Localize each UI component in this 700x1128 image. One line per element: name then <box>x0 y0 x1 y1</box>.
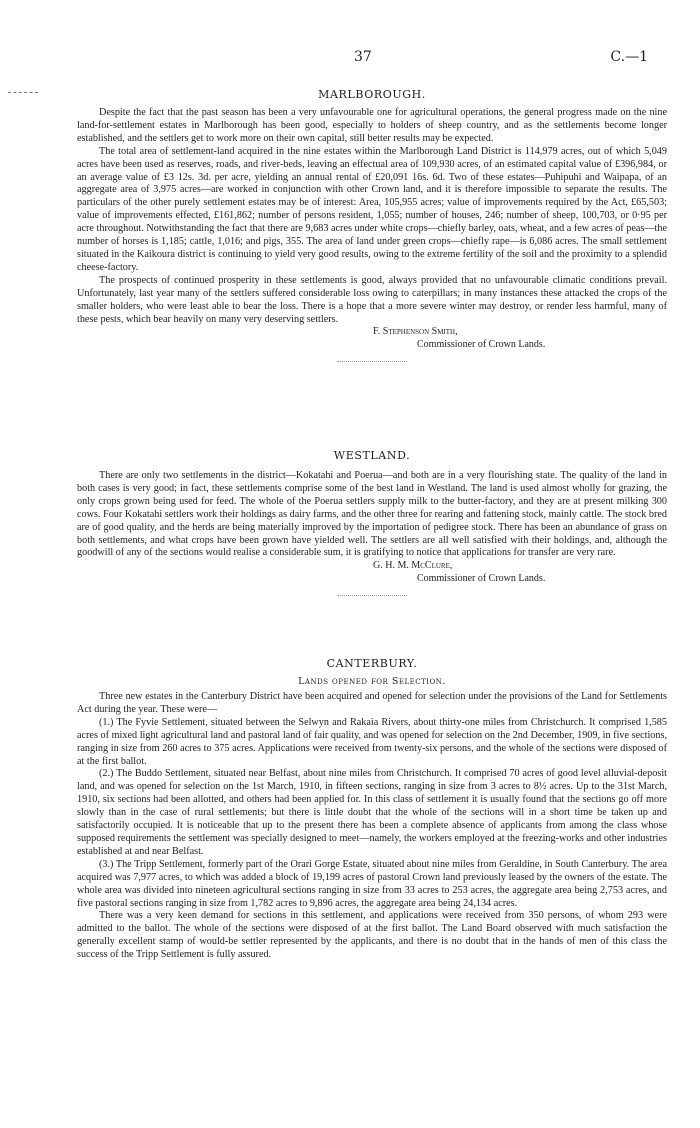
section-title: WESTLAND. <box>333 449 411 462</box>
paragraph: (1.) The Fyvie Settlement, situated between the Selwyn and Rakaia Rivers, about thirty-one miles from Christchurch. It comprised 1,585 acres of mixed light agricultural land and pastoral land of fair quality, and was opened for selection on the 2nd December, 1909, in five sections, ranging in size from 260 acres to 375 acres. Applications were received from twenty-six persons, and the whole of the sections were disposed of at the first ballot. <box>77 716 667 767</box>
signatory-name: G. H. M. McClure, <box>373 560 453 572</box>
subtitle-text: Lands opened for Selection. <box>298 676 446 687</box>
section-westland <box>77 449 667 596</box>
page-header <box>0 49 700 71</box>
margin-mark <box>8 92 38 93</box>
paragraph: There was a very keen demand for sections in this settlement, and applications were received from 350 persons, of whom 293 were admitted to the ballot. The whole of the sections were disposed of at the first ballot. The Land Board observed with much satisfaction the generally excellent stamp of would-be settler represented by the applicants, and there is no doubt that in the hands of men of this class the success of the Tripp Settlement is fully assured. <box>77 910 667 961</box>
signature-block <box>373 326 667 351</box>
signatory-name: F. Stephenson Smith, <box>373 326 458 338</box>
signatory-role: Commissioner of Crown Lands. <box>417 338 546 350</box>
document-reference: C.—1 <box>610 49 648 65</box>
section-marlborough <box>77 88 667 362</box>
paragraph: The prospects of continued prosperity in these settlements is good, always provided that no unfavourable climatic conditions prevail. Unfortunately, last year many of the settlers suffered considerable loss owing to caterpillars; in many instances these attacked the crops of the smaller holders, who were least able to bear the loss. There is a hope that a more severe winter may destroy, or render less harmful, many of these pests, which bear heavily on many very deserving settlers. <box>77 274 667 325</box>
section-title: MARLBOROUGH. <box>318 88 426 101</box>
section-title: CANTERBURY. <box>326 657 418 670</box>
section-canterbury <box>77 657 667 962</box>
paragraph: (3.) The Tripp Settlement, formerly part of the Orari Gorge Estate, situated about nine miles from Geraldine, in South Canterbury. The area acquired was 7,977 acres, to which was added a block of 19,199 acres of pastoral Crown land previously leased by the owners of the estate. The whole area was divided into nineteen agricultural sections ranging in size from 33 acres to 253 acres, the aggregate area being 2,753 acres, and five pastoral sections ranging in size from 1,782 acres to 9,896 acres, the aggregate area being 24,134 acres. <box>77 858 667 909</box>
section-subtitle <box>77 676 667 687</box>
section-divider <box>337 595 407 596</box>
paragraph: Despite the fact that the past season has been a very unfavourable one for agricultural operations, the general progress made on the nine land-for-settlement estates in Marlborough has been good, especially to holders of sheep country, and as the settlements become longer established, and the settlers get to work more on their own capital, still better results may be expected. <box>77 107 667 144</box>
paragraph: The total area of settlement-land acquired in the nine estates within the Marlborough Land District is 114,979 acres, out of which 5,049 acres have been used as reserves, roads, and river-beds, leaving an effectual area of 109,930 acres, of an estimated capital value of £396,984, or an average value of £3 12s. 3d. per acre, yielding an annual rental of £20,091 16s. 6d. Two of these estates—Puhipuhi and Waipapa, of an aggregate area of 3,975 acres—are worked in conjunction with other Crown land, and it is therefore impossible to separate the results. The particulars of the other purely settlement estates may be of interest: Area, 105,955 acres; value of improvements required by the Act, £65,503; value of improvements effected, £161,862; number of persons resident, 1,055; number of houses, 246; number of sheep, 100,703, or 0·95 per acre throughout. Notwithstanding the fact that there are 9,683 acres under white crops—chiefly barley, oats, wheat, and a few acres of peas—the number of horses is 1,185; cattle, 1,016; and pigs, 355. The area of land under green crops—chiefly rape—is 6,086 acres. The small settlement situated in the Kaikoura district is continuing to yield very good results, owing to the extreme fertility of the soil and the proximity to a splendid cheese-factory. <box>77 145 667 273</box>
section-divider <box>337 361 407 362</box>
signature-block <box>373 560 667 585</box>
paragraph: Three new estates in the Canterbury District have been acquired and opened for selection under the provisions of the Land for Settlements Act during the year. These were— <box>77 691 667 715</box>
page-number: 37 <box>354 49 372 65</box>
signatory-role: Commissioner of Crown Lands. <box>417 572 546 584</box>
paragraph: There are only two settlements in the district—Kokatahi and Poerua—and both are in a very flourishing state. The quality of the land in both cases is very good; in fact, these settlements comprise some of the best land in Westland. The land is used almost wholly for grazing, the only crops grown being used for feed. The whole of the Poerua settlers supply milk to the butter-factory, and they are at present milking 300 cows. Four Kokatahi settlers work their holdings as dairy farms, and the other three for rearing and fattening stock, mainly cattle. The stock bred are of good quality, and the herds are being materially improved by the importation of pedigree stock. There has been an abundance of grass on both settlements, and what crops have been grown have yielded well. The settlers are all well satisfied with their holdings, and, although the goodwill of any of the sections would realise a considerable sum, it is gratifying to notice that applications for transfer are very rare. <box>77 470 667 559</box>
paragraph: (2.) The Buddo Settlement, situated near Belfast, about nine miles from Christchurch. It comprised 70 acres of good level alluvial-deposit land, and was opened for selection on the 1st March, 1910, in fifteen sections, ranging in size from 3 acres to 8½ acres. Up to the 31st March, 1910, six sections had been allotted, and others had been applied for. In this class of settlement it is usually found that the sections go off more slowly than in the case of rural settlements; but there is little doubt that the whole of the sections will in a short time be taken up and satisfactorily occupied. It is noticeable that up to the present there has been a complete absence of applicants from among the class whose supposed requirements the settlement was specially designed to meet—namely, the workers employed at the freezing-works and other industries established at and near Belfast. <box>77 768 667 857</box>
